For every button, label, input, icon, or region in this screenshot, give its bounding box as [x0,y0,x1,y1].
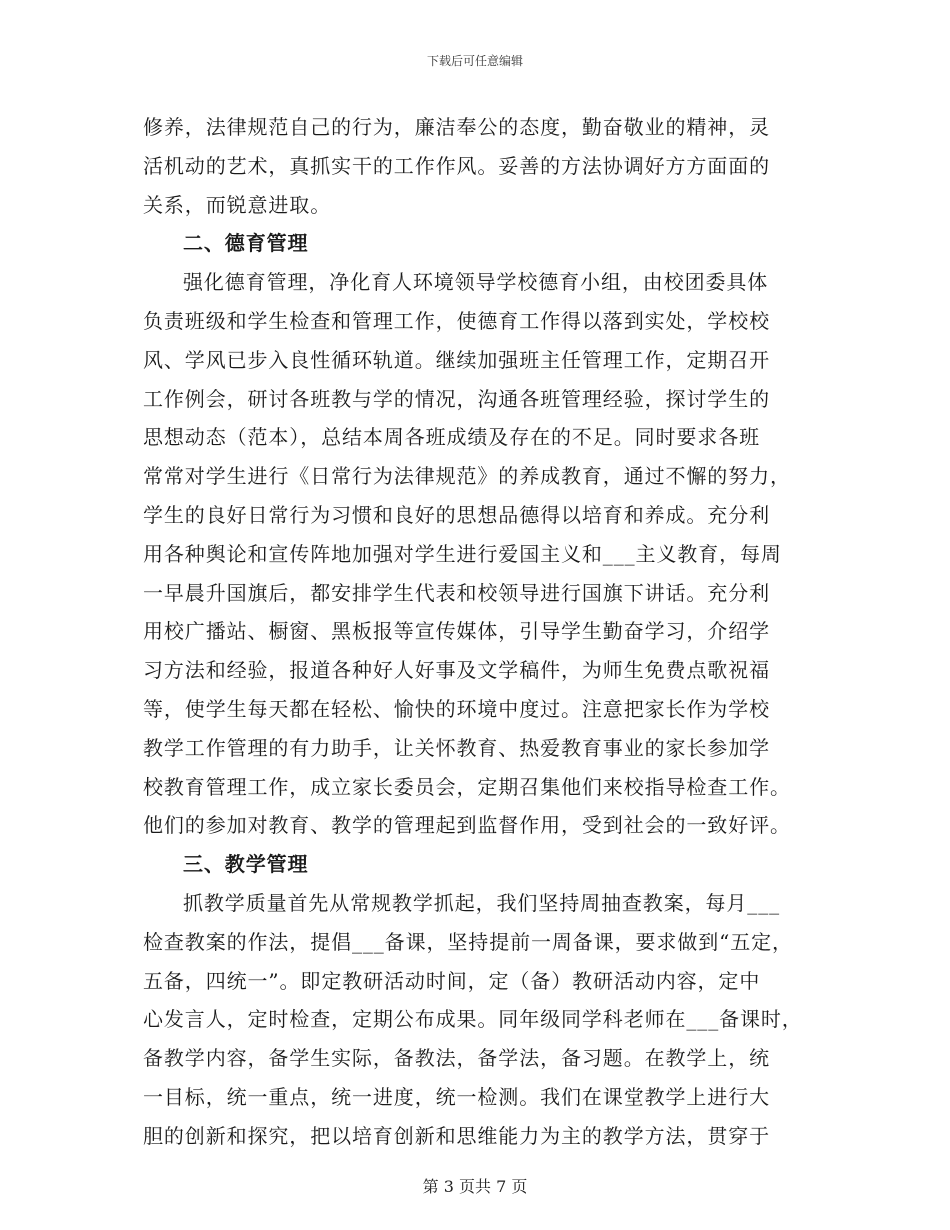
body-line: 习方法和经验，报道各种好人好事及文学稿件，为师生免费点歌祝福 [143,658,770,683]
body-line: 工作例会，研讨各班教与学的情况，沟通各班管理经验，探讨学生的 [143,386,770,411]
body-line: 活机动的艺术，真抓实干的工作作风。妥善的方法协调好方方面面的 [143,153,770,178]
body-text [143,108,827,1156]
paragraph-start-line: 强化德育管理，净化育人环境领导学校德育小组，由校团委具体 [183,270,769,295]
body-line: 等，使学生每天都在轻松、愉快的环境中度过。注意把家长作为学校 [143,696,770,721]
body-line: 修养，法律规范自己的行为，廉洁奉公的态度，勤奋敬业的精神，灵 [143,115,770,139]
body-line: 用校广播站、橱窗、黑板报等宣传媒体，引导学生勤奋学习，介绍学 [143,619,770,644]
section-heading-teaching-management: 三、教学管理 [183,852,309,877]
body-line: 思想动态（范本），总结本周各班成绩及存在的不足。同时要求各班 [143,425,760,450]
body-line: 五备，四统一”。即定教研活动时间，定（备）教研活动内容，定中 [143,968,761,993]
body-line: 胆的创新和探究，把以培育创新和思维能力为主的教学方法，贯穿于 [143,1123,770,1148]
page-number: 第 3 页共 7 页 [422,1177,528,1196]
body-line: 学生的良好日常行为习惯和良好的思想品德得以培育和养成。充分利 [143,502,770,527]
header-note: 下载后可任意编辑 [426,54,523,68]
body-line: 一目标，统一重点，统一进度，统一检测。我们在课堂教学上进行大 [143,1084,770,1109]
body-line: 关系，而锐意进取。 [143,192,332,217]
body-line: 校教育管理工作，成立家长委员会，定期召集他们来校指导检查工作。 [143,774,791,799]
body-line: 教学工作管理的有力助手，让关怀教育、热爱教育事业的家长参加学 [143,735,770,760]
body-line: 用各种舆论和宣传阵地加强对学生进行爱国主义和___主义教育，每周 [143,541,782,566]
body-line: 他们的参加对教育、教学的管理起到监督作用，受到社会的一致好评。 [143,813,791,838]
section-heading-moral-education: 二、德育管理 [183,231,309,256]
paragraph-start-line: 抓教学质量首先从常规教学抓起，我们坚持周抽查教案，每月___ [183,890,780,915]
body-line: 风、学风已步入良性循环轨道。继续加强班主任管理工作，定期召开 [143,347,770,372]
body-line: 备教学内容，备学生实际，备教法，备学法，备习题。在教学上，统 [143,1046,770,1071]
body-line: 心发言人，定时检查，定期公布成果。同年级同学科老师在___备课时， [143,1007,803,1032]
body-line: 一早晨升国旗后，都安排学生代表和校领导进行国旗下讲话。充分利 [143,580,770,605]
body-line: 负责班级和学生检查和管理工作，使德育工作得以落到实处，学校校 [143,308,770,333]
body-line: 检查教案的作法，提倡___备课，坚持提前一周备课，要求做到“五定， [143,929,793,954]
body-line: 常常对学生进行《日常行为法律规范》的养成教育，通过不懈的努力， [143,464,791,489]
